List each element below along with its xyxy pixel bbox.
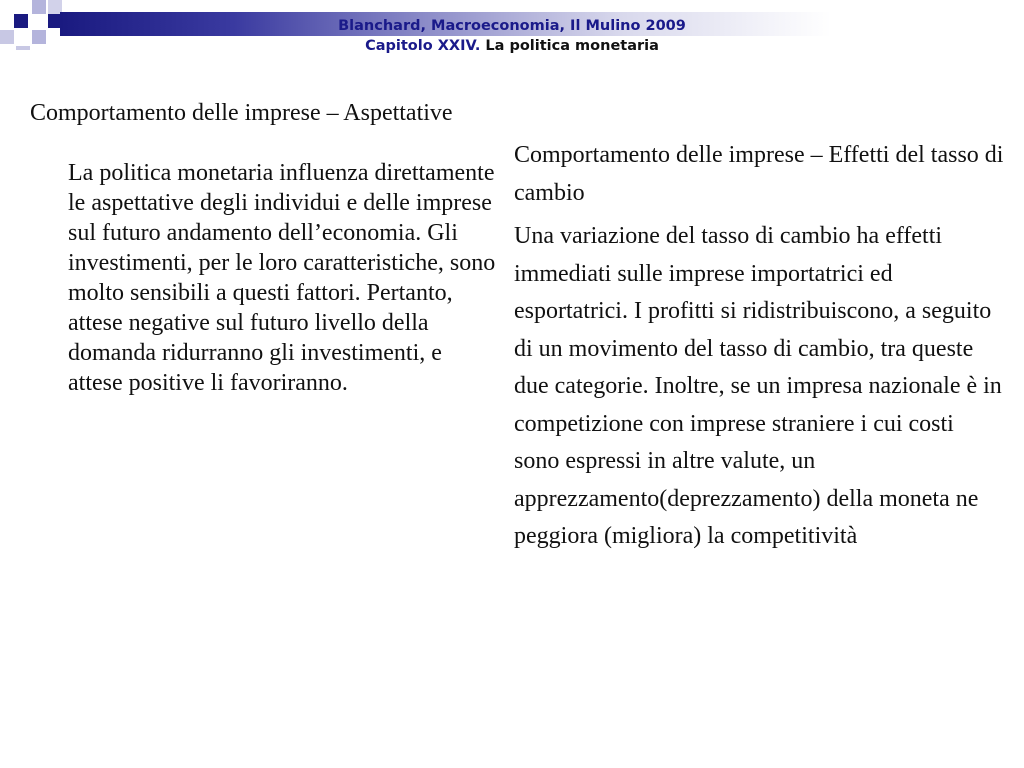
deco-square-light-1 (32, 0, 46, 14)
left-heading: Comportamento delle imprese – Aspettative (30, 100, 453, 126)
left-column (30, 98, 500, 398)
header-book-reference: Blanchard, Macroeconomia, Il Mulino 2009 (338, 18, 686, 34)
header-chapter (0, 36, 1024, 56)
header-chapter-number: Capitolo XXIV. (365, 38, 481, 54)
right-column (514, 137, 1004, 556)
right-heading: Comportamento delle imprese – Effetti del tasso di cambio (514, 142, 1004, 206)
header-chapter-title: La politica monetaria (480, 38, 659, 54)
right-body-text: Una variazione del tasso di cambio ha effetti immediati sulle imprese importatrici ed esportatrici. I profitti si ridistribuiscono, a seguito di un movimento del tasso di cambio, tra queste due categorie. Inoltre, se un impresa nazionale è in competizione con imprese straniere i cui costi sono espressi in altre valute, un apprezzamento(deprezzamento) della moneta ne peggiora (migliora) la competitività (514, 223, 1002, 549)
left-body-text: La politica monetaria influenza direttamente le aspettative degli individui e delle imprese sul futuro andamento dell’economia. Gli investimenti, per le loro caratteristiche, sono molto sensibili a questi fattori. Pertanto, attese negative sul futuro livello della domanda ridurranno gli investimenti, e attese positive li favoriranno. (68, 160, 496, 396)
slide-header (0, 16, 1024, 56)
